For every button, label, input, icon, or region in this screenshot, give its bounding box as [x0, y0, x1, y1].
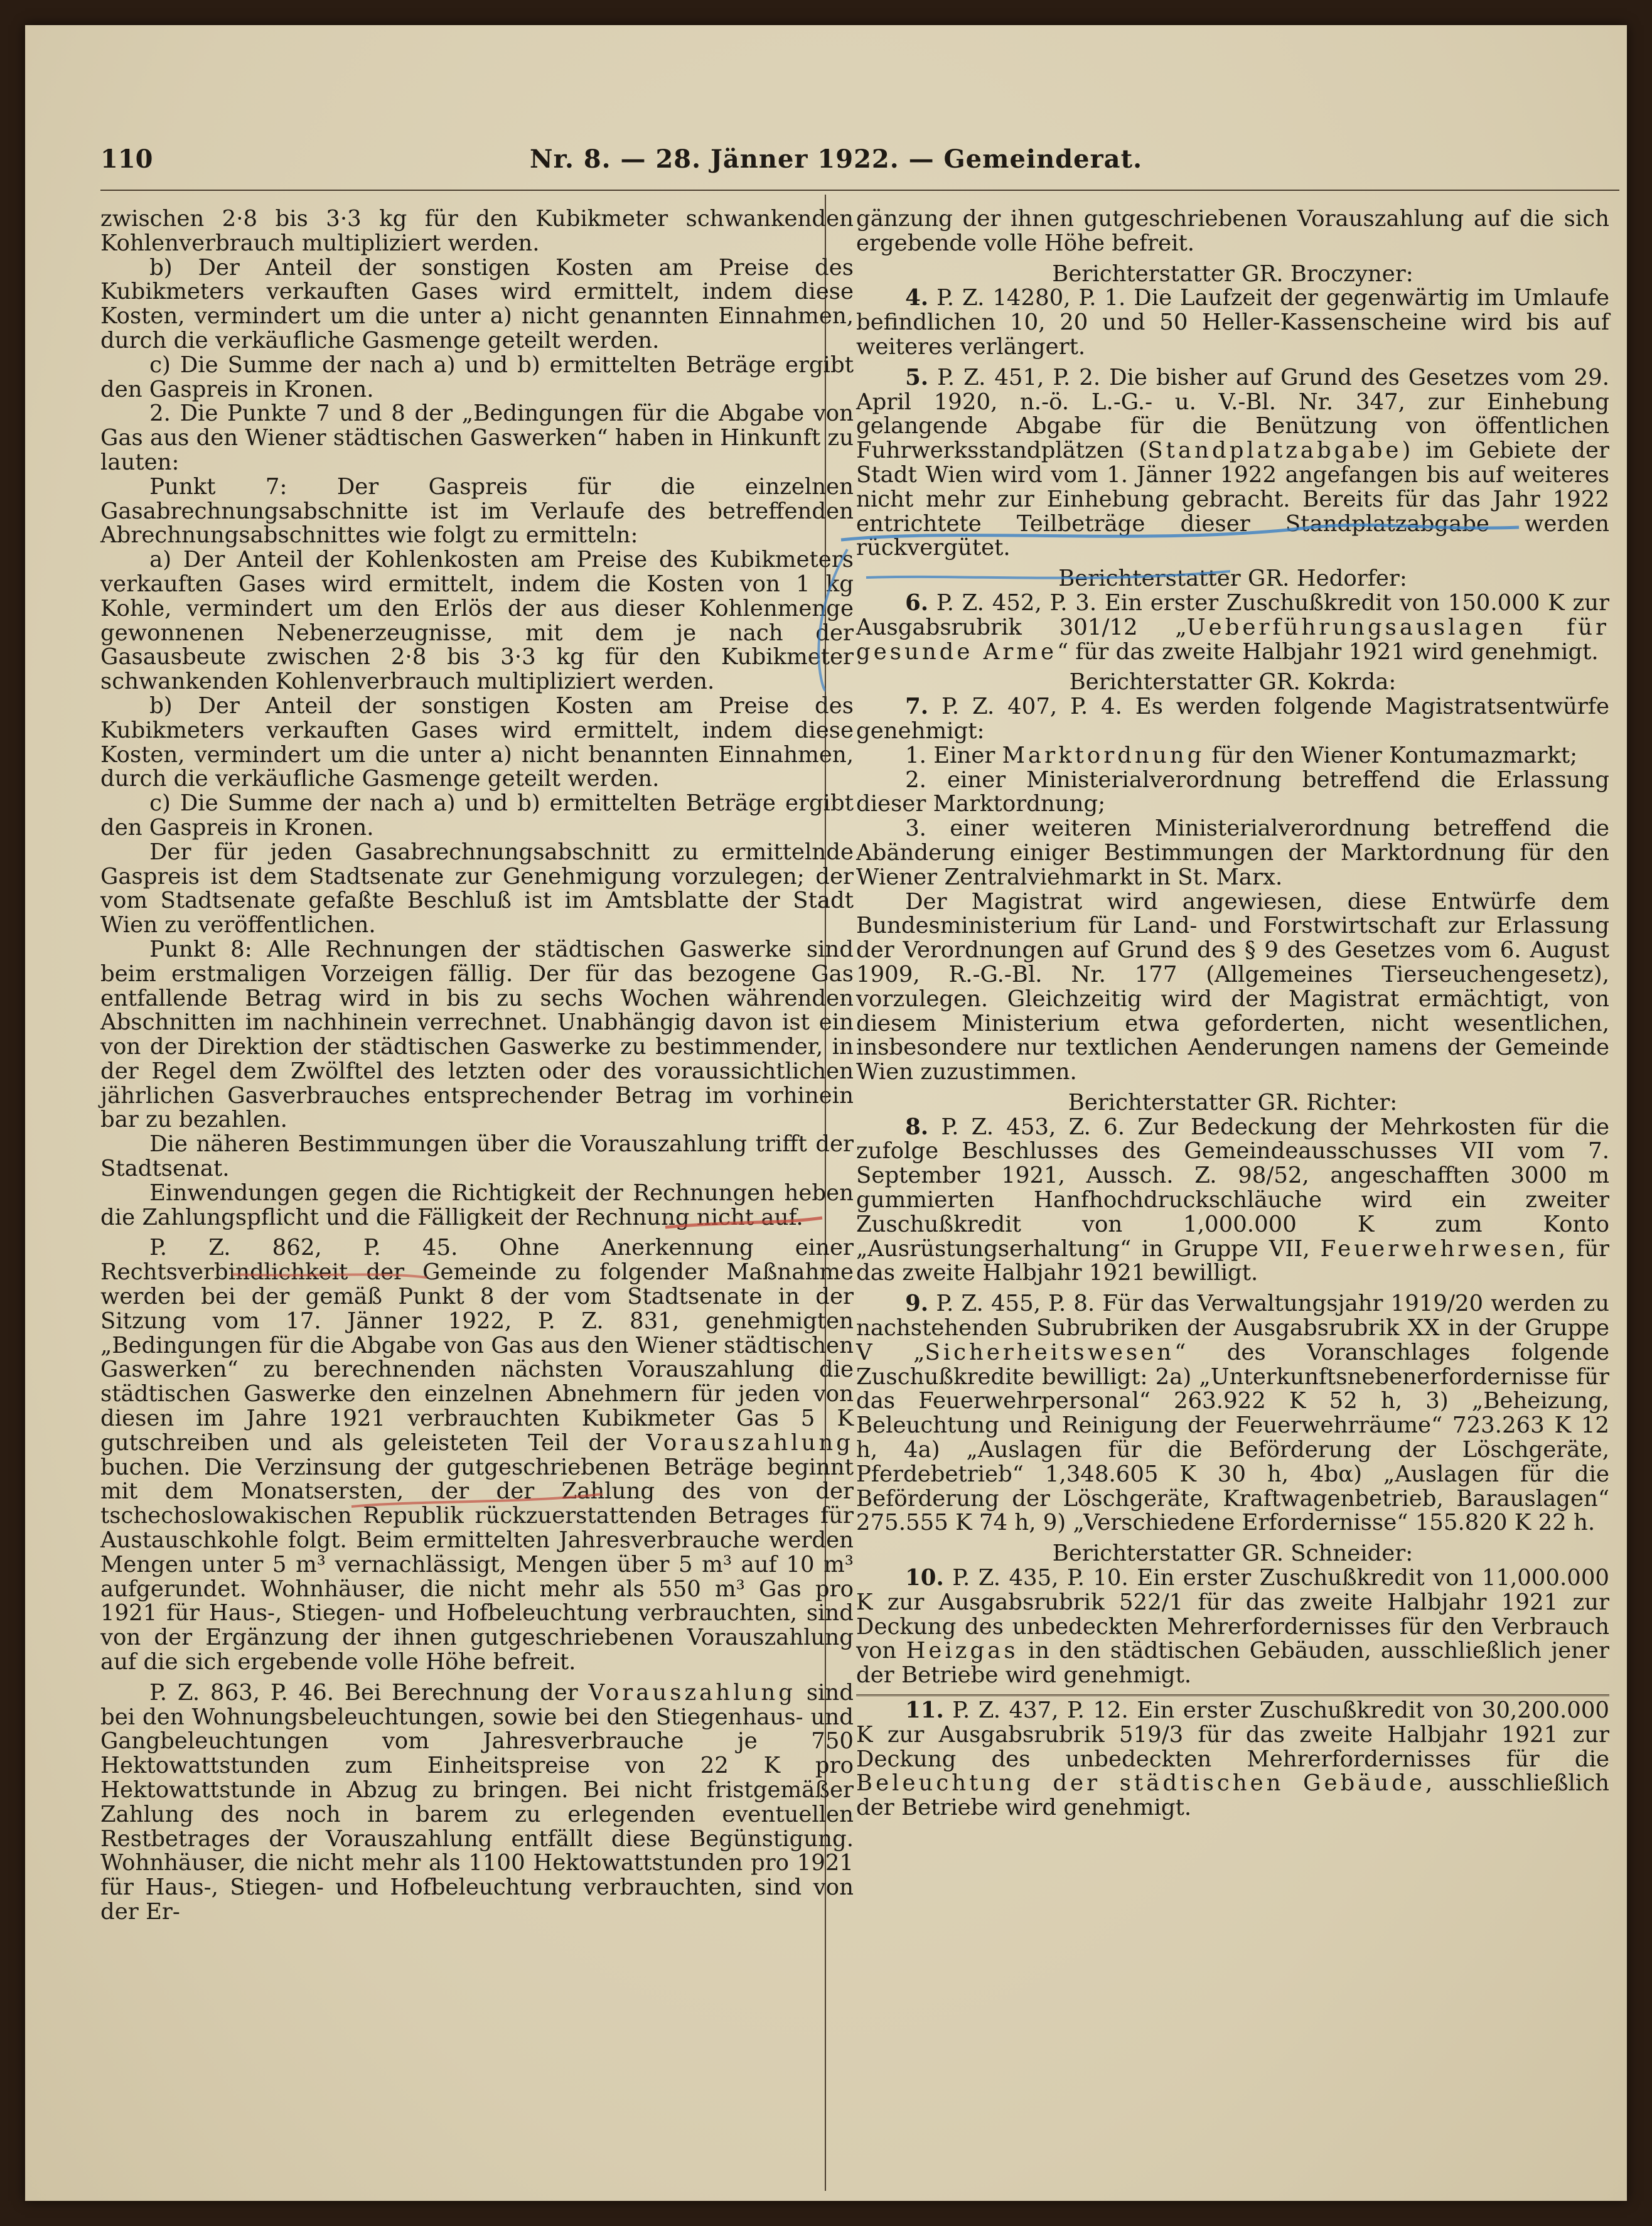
text-run: “ für das zweite Halbjahr 1921 wird genehmigt.: [1056, 638, 1599, 665]
running-title: Nr. 8. — 28. Jänner 1922. — Gemeinderat.: [530, 144, 1142, 174]
item-number: 5.: [905, 364, 929, 390]
rapporteur-heading: Berichterstatter GR. Broczyner:: [1052, 261, 1413, 287]
spaced-text: Vorauszahlung: [646, 1429, 854, 1456]
spaced-text: Sicherheitswesen: [925, 1339, 1175, 1365]
paragraph: Der Magistrat wird angewiesen, diese Entwürfe dem Bundesministerium für Land- und Forstwirtschaft zur Erlassung der Verordnungen auf Grund des § 9 des Gesetzes vom 6. August 1909, R.-G.-Bl. Nr. 177 (Allgemeines Tierseuchengesetz), vorzulegen. Gleichzeitig wird der Magistrat ermächtigt, von diesem Ministerium etwa geforderten, nicht wesentlichen, insbesondere nur textlichen Aenderungen namens der Gemeinde Wien zuzustimmen.: [856, 888, 1609, 1085]
paragraph: Die näheren Bestimmungen über die Vorauszahlung trifft der Stadtsenat.: [100, 1131, 854, 1182]
paragraph: Der für jeden Gasabrechnungsabschnitt zu ermittelnde Gaspreis ist dem Stadtsenate zur Genehmigung vorzulegen; der vom Stadtsenate gefaßte Beschluß ist im Amtsblatte der Stadt Wien zu veröffentlichen.: [100, 839, 854, 938]
paragraph: b) Der Anteil der sonstigen Kosten am Preise des Kubikmeters verkauften Gases wird ermittelt, indem diese Kosten, vermindert um die unter a) nicht benannten Einnahmen, durch die verkäufliche Gasmenge geteilt werden.: [100, 692, 854, 792]
paragraph: c) Die Summe der nach a) und b) ermittelten Beträge ergibt den Gaspreis in Kronen.: [100, 790, 854, 841]
right-column: [856, 207, 1609, 1820]
text-run: , für das zweite Halbjahr 1921 bewilligt.: [856, 1235, 1609, 1286]
text-run: 1. Einer: [905, 742, 1002, 768]
paragraph: c) Die Summe der nach a) und b) ermittelten Beträge ergibt den Gaspreis in Kronen.: [100, 352, 854, 402]
text-run: P. Z. 453, Z. 6. Zur Bedeckung der Mehrkosten für die zufolge Beschlusses des Gemeindeausschusses VII vom 7. September 1921, Aussch. Z. 98/52, angeschafften 3000 m gummierten Hanfhochdruckschläuche wird ein zweiter Zuschußkredit von 1,000.000 K zum Konto „Ausrüstungserhaltung“ in Gruppe VII,: [856, 1114, 1609, 1262]
paragraph: zwischen 2·8 bis 3·3 kg für den Kubikmeter schwankenden Kohlenverbrauch multipliziert werden.: [100, 206, 854, 256]
paragraph: [856, 744, 1609, 768]
item-number: 10.: [905, 1565, 944, 1591]
spaced-text: Standplatzabgabe: [1147, 438, 1402, 464]
paragraph: [856, 1292, 1609, 1535]
item-number: 11.: [905, 1697, 944, 1724]
text-run: P. Z. 863, P. 46. Bei Berechnung der: [149, 1679, 589, 1706]
paragraph: [856, 695, 1609, 744]
item-number: 8.: [905, 1114, 929, 1140]
paragraph: [856, 1116, 1609, 1286]
paragraph: [856, 286, 1609, 359]
paragraph: [856, 1566, 1609, 1688]
spaced-text: Vorauszahlung: [588, 1679, 796, 1706]
text-run: in den städtischen Gebäuden, ausschließlich jener der Betriebe wird genehmigt.: [856, 1638, 1609, 1689]
page-number: 110: [100, 144, 153, 174]
item-number: 6.: [905, 589, 929, 616]
text-run: P. Z. 451, P. 2. Die bisher auf Grund des Gesetzes vom 29. April 1920, n.-ö. L.-G.- u. V.-Bl. Nr. 347, zur Einhebung gelangende Abgabe für die Benützung von öffentlichen Fuhrwerksstandplätzen (: [856, 364, 1609, 464]
spaced-text: Ueberführungsauslagen für gesunde Arme: [856, 614, 1610, 665]
paragraph: [856, 1694, 1609, 1820]
text-run: P. Z. 14280, P. 1. Die Laufzeit der gegenwärtig im Umlaufe befindlichen 10, 20 und 50 Heller-Kassenscheine wird bis auf weiteres verlängert.: [856, 285, 1609, 360]
paragraph: [100, 1681, 854, 1925]
spaced-text: Marktordnung: [1002, 742, 1205, 768]
text-run: buchen. Die Verzinsung der gutgeschriebenen Beträge beginnt mit dem Monatsersten, der der Zahlung des von der tschechoslowakischen Republik rückzuerstattenden Betrages für Austauschkohle folgt. Beim ermittelten Jahresverbrauche werden Mengen unter 5 m³ vernachlässigt, Mengen über 5 m³ auf 10 m³ aufgerundet. Wohnhäuser, die nicht mehr als 550 m³ Gas pro 1921 für Haus-, Stiegen- und Hofbeleuchtung verbrauchten, sind von der Ergänzung der ihnen gutgeschriebenen Vorauszahlung auf die sich ergebende volle Höhe befreit.: [100, 1454, 854, 1675]
paragraph: [856, 591, 1609, 664]
paragraph: gänzung der ihnen gutgeschriebenen Vorauszahlung auf die sich ergebende volle Höhe befreit.: [856, 206, 1609, 256]
text-run: P. Z. 437, P. 12. Ein erster Zuschußkredit von 30,200.000 K zur Ausgabsrubrik 519/3 für das zweite Halbjahr 1921 zur Deckung des unbedeckten Mehrerfordernisses für die: [856, 1697, 1609, 1772]
item-number: 9.: [905, 1291, 929, 1317]
rapporteur-heading: Berichterstatter GR. Schneider:: [1052, 1540, 1413, 1567]
paragraph: 2. einer Ministerialverordnung betreffend die Erlassung dieser Marktordnung;: [856, 766, 1609, 817]
paragraph: [100, 1236, 854, 1674]
document-page: [25, 25, 1627, 2201]
paragraph: Einwendungen gegen die Richtigkeit der Rechnungen heben die Zahlungspflicht und die Fälligkeit der Rechnung nicht auf.: [100, 1180, 854, 1230]
paragraph: Punkt 7: Der Gaspreis für die einzelnen Gasabrechnungsabschnitte ist im Verlaufe des betreffenden Abrechnungsabschnittes wie folgt zu ermitteln:: [100, 473, 854, 549]
text-run: für den Wiener Kontumazmarkt;: [1204, 742, 1578, 768]
paragraph: a) Der Anteil der Kohlenkosten am Preise des Kubikmeters verkauften Gases wird ermittelt, indem die Kosten von 1 kg Kohle, vermindert um den Erlös der aus dieser Kohlenmenge gewonnenen Nebenerzeugnisse, mit dem je nach der Gasausbeute zwischen 2·8 bis 3·3 kg für den Kubikmeter schwankenden Kohlenverbrauch multipliziert werden.: [100, 547, 854, 695]
rapporteur-heading: Berichterstatter GR. Kokrda:: [1069, 669, 1397, 696]
text-run: P. Z. 452, P. 3. Ein erster Zuschußkredit von 150.000 K zur Ausgabsrubrik 301/12 „: [856, 589, 1609, 640]
item-number: 4.: [905, 285, 929, 311]
paragraph: b) Der Anteil der sonstigen Kosten am Preise des Kubikmeters verkauften Gases wird ermittelt, indem diese Kosten, vermindert um die unter a) nicht genannten Einnahmen, durch die verkäufliche Gasmenge geteilt werden.: [100, 254, 854, 353]
rapporteur-heading: Berichterstatter GR. Richter:: [1068, 1089, 1398, 1116]
text-run: , ausschließlich der Betriebe wird genehmigt.: [856, 1770, 1609, 1821]
paragraph: [856, 366, 1609, 561]
text-run: sind bei den Wohnungsbeleuchtungen, sowie bei den Stiegenhaus- und Gangbeleuchtungen vom Jahresverbrauche je 750 Hektowattstunden zum Einheitspreise von 22 K pro Hektowattstunde in Abzug zu bringen. Bei nicht fristgemäßer Zahlung des noch in barem zu erlegenden eventuellen Restbetrages der Vorauszahlung entfällt diese Begünstigung. Wohnhäuser, die nicht mehr als 1100 Hektowattstunden pro 1921 für Haus-, Stiegen- und Hofbeleuchtung verbrauchten, sind von der Er-: [100, 1679, 854, 1925]
header-rule: [100, 190, 1619, 191]
text-run: P. Z. 862, P. 45. Ohne Anerkennung einer Rechtsverbindlichkeit der Gemeinde zu folgender Maßnahme werden bei der gemäß Punkt 8 der vom Stadtsenate in der Sitzung vom 17. Jänner 1922, P. Z. 831, genehmigten „Bedingungen für die Abgabe von Gas aus den Wiener städtischen Gaswerken“ zu berechnenden nächsten Vorauszahlung die städtischen Gaswerke den einzelnen Abnehmern für jeden von diesen im Jahre 1921 verbrauchten Kubikmeter Gas 5 K gutschreiben und als geleisteten Teil der: [100, 1235, 854, 1456]
text-run: “ des Voranschlages folgende Zuschußkredite bewilligt: 2a) „Unterkunftsnebenerfordernisse für das Feuerwehrpersonal“ 263.922 K 52 h, 3) „Beheizung, Beleuchtung und Reinigung der Feuerwehrräume“ 723.263 K 12 h, 4a) „Auslagen für die Beförderung der Löschgeräte, Pferdebetrieb“ 1,348.605 K 30 h, 4bα) „Auslagen für die Beförderung der Löschgeräte, Kraftwagenbetrieb, Barauslagen“ 275.555 K 74 h, 9) „Verschiedene Erfordernisse“ 155.820 K 22 h.: [856, 1339, 1609, 1536]
text-run: P. Z. 455, P. 8. Für das Verwaltungsjahr 1919/20 werden zu nachstehenden Subrubriken der Ausgabsrubrik XX in der Gruppe V „: [856, 1291, 1609, 1365]
text-run: P. Z. 407, P. 4. Es werden folgende Magistratsentwürfe genehmigt:: [856, 694, 1609, 744]
paragraph: 2. Die Punkte 7 und 8 der „Bedingungen für die Abgabe von Gas aus den Wiener städtischen Gaswerken“ haben in Hinkunft zu lauten:: [100, 401, 854, 475]
rapporteur-heading: Berichterstatter GR. Hedorfer:: [1058, 566, 1407, 592]
item-number: 7.: [905, 694, 929, 720]
text-run: ) im Gebiete der Stadt Wien wird vom 1. Jänner 1922 angefangen bis auf weiteres nicht mehr zur Einhebung gebracht. Bereits für das Jahr 1922 entrichtete Teilbeträge dieser Standplatzabgabe werden rückvergütet.: [856, 438, 1609, 561]
paragraph: 3. einer weiteren Ministerialverordnung betreffend die Abänderung einiger Bestimmungen der Marktordnung für den Wiener Zentralviehmarkt in St. Marx.: [856, 815, 1609, 890]
left-column: [100, 207, 854, 1925]
spaced-text: Feuerwehrwesen: [1320, 1235, 1558, 1262]
spaced-text: Beleuchtung der städtischen Gebäude: [856, 1770, 1425, 1797]
text-run: P. Z. 435, P. 10. Ein erster Zuschußkredit von 11,000.000 K zur Ausgabsrubrik 522/1 für das zweite Halbjahr 1921 zur Deckung des unbedeckten Mehrerfordernisses für den Verbrauch von: [856, 1565, 1609, 1664]
spaced-text: Heizgas: [906, 1638, 1019, 1664]
paragraph: Punkt 8: Alle Rechnungen der städtischen Gaswerke sind beim erstmaligen Vorzeigen fällig. Der für das bezogene Gas entfallende Betrag wird in bis zu sechs Wochen währenden Abschnitten im nachhinein verrechnet. Unabhängig davon ist ein von der Direktion der städtischen Gaswerke zu bestimmender, in der Regel dem Zwölftel des letzten oder des voraussichtlichen jährlichen Gasverbrauches entsprechender Betrag im vorhinein bar zu bezahlen.: [100, 936, 854, 1133]
page-header: [100, 144, 1142, 182]
